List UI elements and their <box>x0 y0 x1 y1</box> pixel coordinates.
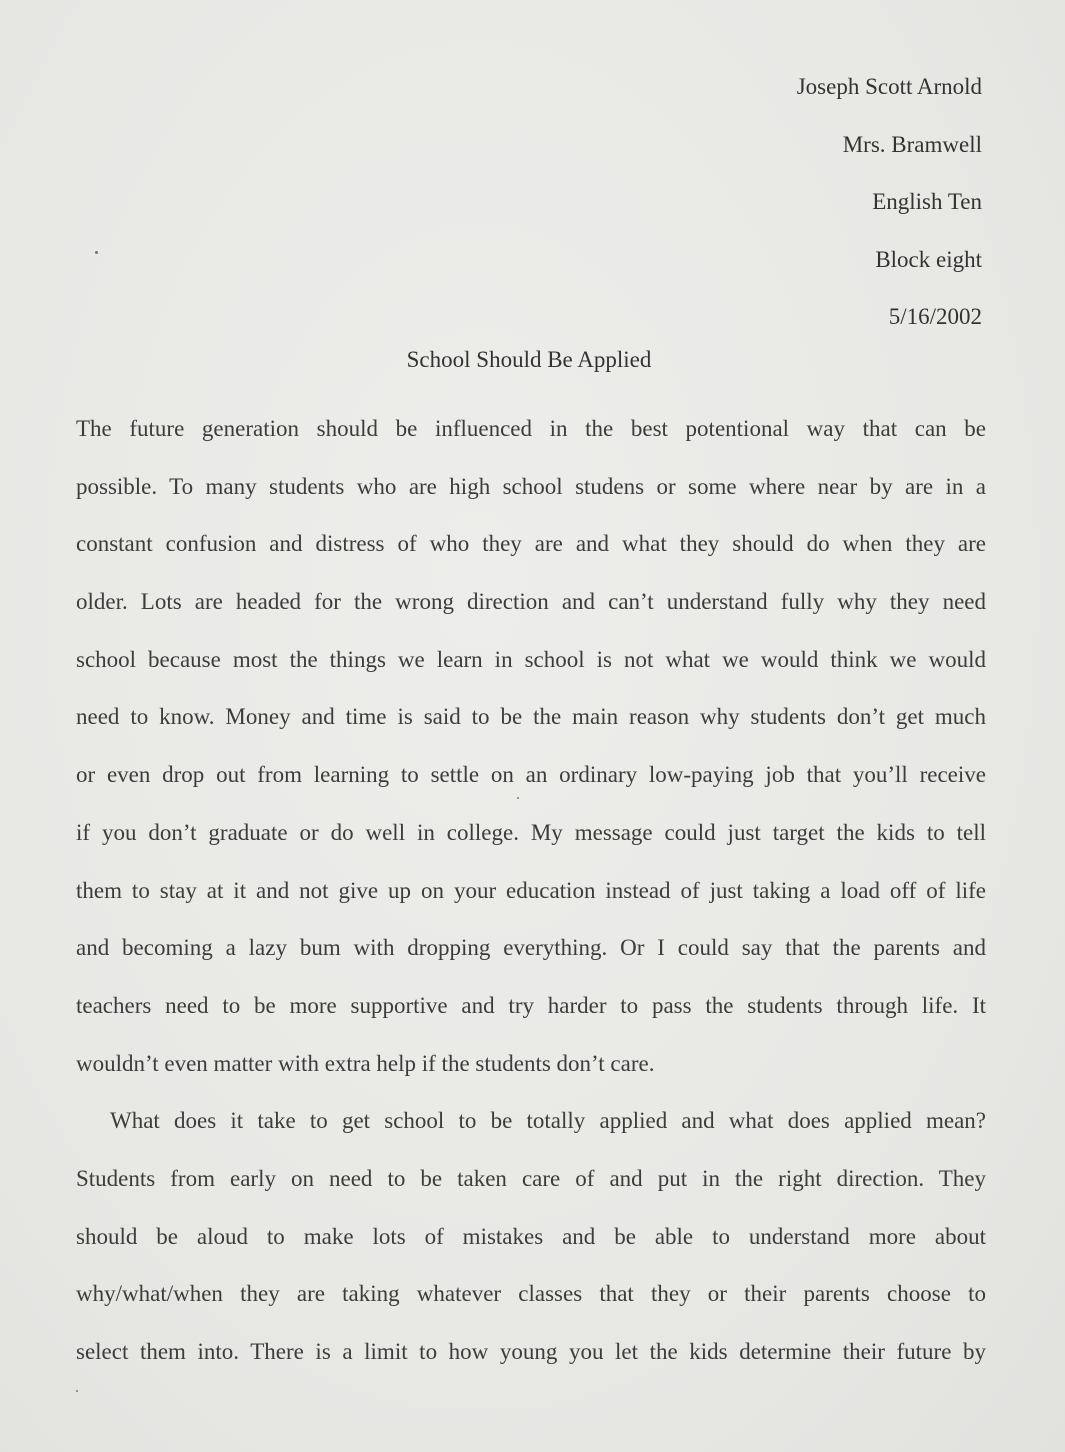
text-line: them to stay at it and not give up on your education instead of just taking a load off of life <box>76 877 986 903</box>
text-line: if you don’t graduate or do well in college. My message could just target the kids to tell <box>76 819 986 845</box>
text-line: should be aloud to make lots of mistakes and be able to understand more about <box>76 1223 986 1249</box>
text-line: Students from early on need to be taken care of and put in the right direction. They <box>76 1165 986 1191</box>
text-line: teachers need to be more supportive and try harder to pass the students through life. It <box>76 992 986 1018</box>
paper-speck <box>76 1390 78 1392</box>
essay-title: School Should Be Applied <box>406 347 652 372</box>
class-block: Block eight <box>875 246 982 272</box>
header-block <box>797 58 982 346</box>
author-name: Joseph Scott Arnold <box>796 74 982 99</box>
text-line: need to know. Money and time is said to be the main reason why students don’t get much <box>76 704 986 730</box>
text-line: school because most the things we learn in school is not what we would think we would <box>76 646 986 672</box>
essay-date: 5/16/2002 <box>888 304 982 329</box>
paper-speck <box>517 797 519 799</box>
paragraph-1 <box>76 400 986 1092</box>
text-line: older. Lots are headed for the wrong direction and can’t understand fully why they need <box>76 589 986 615</box>
essay-body <box>76 400 986 1381</box>
paragraph-2 <box>76 1092 986 1380</box>
text-line: and becoming a lazy bum with dropping everything. Or I could say that the parents and <box>76 935 986 961</box>
course-name: English Ten <box>872 189 982 214</box>
text-line: constant confusion and distress of who they are and what they should do when they are <box>76 531 986 557</box>
paper-speck <box>95 251 98 254</box>
text-line: wouldn’t even matter with extra help if the students don’t care. <box>76 1050 655 1076</box>
text-line: select them into. There is a limit to how young you let the kids determine their future by <box>76 1339 986 1364</box>
text-line: The future generation should be influenced in the best potentional way that can be <box>76 416 986 441</box>
teacher-name: Mrs. Bramwell <box>842 131 982 157</box>
text-line: What does it take to get school to be totally applied and what does applied mean? <box>110 1108 986 1134</box>
text-line: possible. To many students who are high school studens or some where near by are in a <box>76 473 986 499</box>
text-line: why/what/when they are taking whatever classes that they or their parents choose to <box>76 1281 986 1307</box>
text-line: or even drop out from learning to settle on an ordinary low-paying job that you’ll receive <box>76 762 986 788</box>
